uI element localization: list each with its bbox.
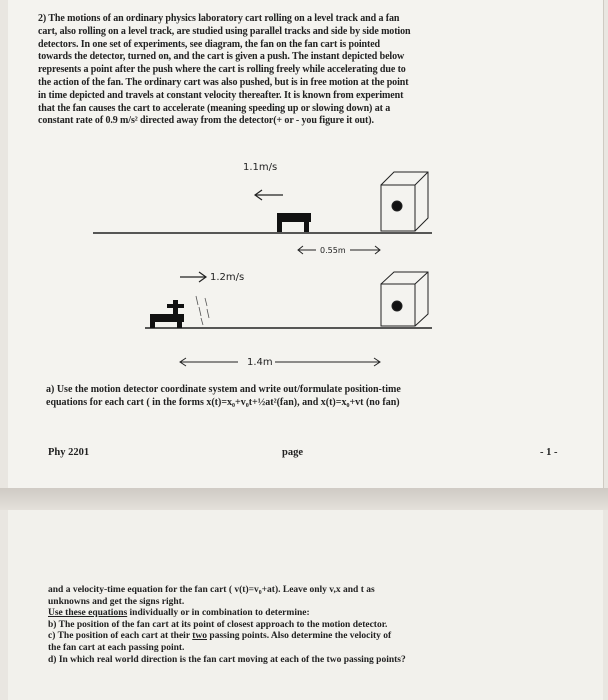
- use-equations-underlined: Use these equations: [48, 608, 128, 619]
- problem-line: in time depicted and travels at constant velocity thereafter. It is known from experiment: [38, 89, 404, 101]
- p2-line-2: unknowns and get the signs right.: [48, 596, 185, 607]
- part-c-question: [48, 631, 568, 643]
- part-b-question: b) The position of the fan cart at its point of closest approach to the motion detector.: [48, 619, 388, 630]
- part-a-question: [46, 383, 566, 409]
- page-number: - 1 -: [540, 447, 558, 458]
- bottom-motion-detector: [381, 272, 428, 326]
- fan-airflow-icon: [196, 296, 209, 325]
- p2-line-3: [48, 608, 568, 620]
- ordinary-cart: [277, 213, 311, 232]
- top-speed-label: 1.1m/s: [243, 162, 278, 173]
- problem-line: the action of the fan. The ordinary cart was also pushed, but is in free motion at the point: [38, 76, 409, 88]
- problem-line: cart, also rolling on a level track, are studied using parallel tracks and side by side motion: [38, 25, 411, 37]
- bottom-velocity-arrow: [180, 272, 206, 282]
- part-a-line-1: a) Use the motion detector coordinate system and write out/formulate position-time: [46, 384, 401, 395]
- fan-cart: [150, 300, 184, 328]
- course-label: Phy 2201: [48, 447, 90, 458]
- problem-line: represents a point after the push where the cart is rolling freely while accelerating due to: [38, 64, 406, 76]
- top-motion-detector: [381, 172, 428, 231]
- part-c-b: passing points. Also determine the velocity of: [207, 631, 392, 642]
- part-d-question: d) In which real world direction is the fan cart moving at each of the two passing points?: [48, 654, 406, 665]
- problem-line: that the fan causes the cart to accelerate (meaning speeding up or slowing down) at a: [38, 102, 391, 114]
- bottom-separation-label: 1.4m: [247, 357, 273, 368]
- top-velocity-arrow: [255, 190, 283, 200]
- p2-line-1: and a velocity-time equation for the fan cart ( v(t)=v₀+at). Leave only v,x and t as: [48, 585, 375, 595]
- top-separation-label: 0.55m: [320, 246, 346, 255]
- part-c-continued: the fan cart at each passing point.: [48, 642, 185, 653]
- page-label: page: [282, 447, 303, 458]
- part-c-underlined: two: [192, 631, 208, 642]
- problem-line: detectors. In one set of experiments, see diagram, the fan on the fan cart is pointed: [38, 38, 381, 50]
- problem-line: constant rate of 0.9 m/s² directed away from the detector(+ or - you figure it out).: [38, 115, 374, 127]
- page-2-questions: [48, 585, 568, 666]
- problem-line: 2) The motions of an ordinary physics laboratory cart rolling on a level track and a fan: [38, 13, 400, 24]
- bottom-separation-arrow: [180, 358, 380, 366]
- part-c-a: c) The position of each cart at their: [48, 631, 193, 642]
- problem-line: towards the detector, turned on, and the cart is given a push. The instant depicted below: [38, 51, 405, 63]
- part-a-line-2: equations for each cart ( in the forms x(t)=x₀+v₀t+½at²(fan), and x(t)=x₀+vt (no fan): [46, 397, 400, 408]
- bottom-speed-label: 1.2m/s: [210, 272, 245, 283]
- p2-line-3-rest: individually or in combination to determine:: [127, 608, 310, 619]
